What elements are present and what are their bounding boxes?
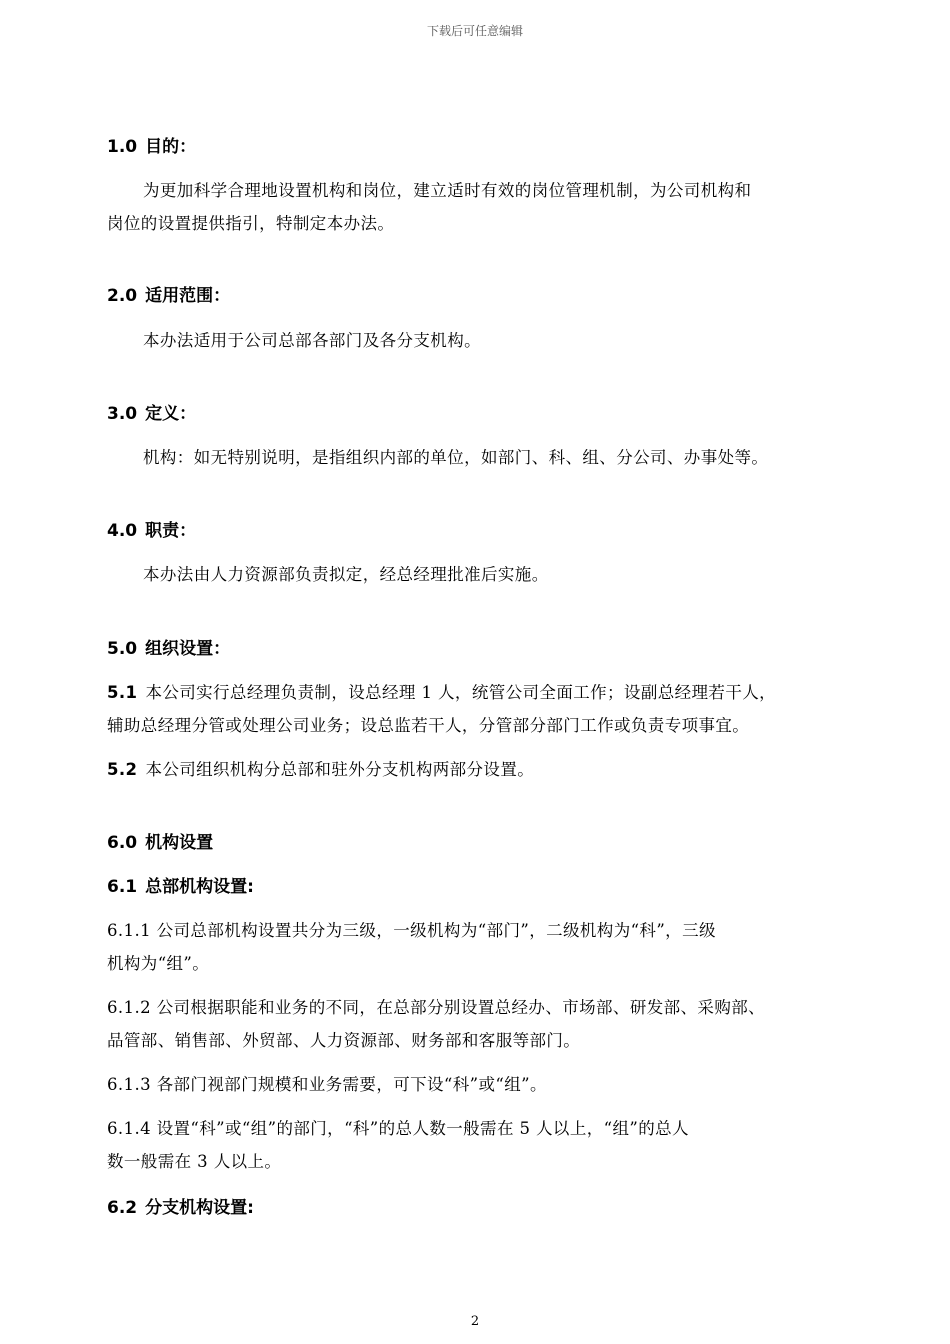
paragraph-line: 本办法由人力资源部负责拟定，经总经理批准后实施。 [143, 565, 549, 584]
paragraph-line: 机构：如无特别说明，是指组织内部的单位，如部门、科、组、分公司、办事处等。 [143, 448, 769, 467]
paragraph-line: 6.1.3 各部门视部门规模和业务需要，可下设“科”或“组”。 [107, 1075, 547, 1094]
section-6-heading [107, 832, 852, 854]
section-number: 5.0 [107, 639, 138, 659]
clause-number: 5.2 [107, 760, 138, 779]
section-number: 6.2 [107, 1198, 138, 1218]
section-number: 6.0 [107, 833, 138, 853]
page-header: 下载后可任意编辑 [426, 24, 523, 38]
section-title: 分支机构设置: [145, 1198, 254, 1218]
section-number: 4.0 [107, 521, 138, 541]
paragraph-line: 本办法适用于公司总部各部门及各分支机构。 [143, 331, 481, 350]
section-number: 6.1 [107, 877, 138, 897]
section-title: 机构设置 [145, 833, 214, 853]
clause-text: 本公司实行总经理负责制，设总经理 1 人，统管公司全面工作；设副总经理若干人， [145, 683, 777, 702]
clause-number: 5.1 [107, 683, 138, 702]
section-number: 3.0 [107, 404, 138, 424]
section-4-heading [107, 520, 852, 542]
page-number: 2 [470, 1314, 480, 1329]
section-number: 1.0 [107, 137, 138, 157]
paragraph-line: 辅助总经理分管或处理公司业务；设总监若干人，分管部分部门工作或负责专项事宜。 [107, 716, 750, 735]
paragraph-line: 品管部、销售部、外贸部、人力资源部、财务部和客服等部门。 [107, 1031, 581, 1050]
section-title: 职责： [145, 521, 197, 541]
section-5-heading [107, 638, 852, 660]
paragraph-line: 岗位的设置提供指引，特制定本办法。 [107, 214, 395, 233]
paragraph-line: 机构为“组”。 [107, 954, 210, 973]
section-title: 定义： [145, 404, 197, 424]
paragraph-line [107, 676, 852, 709]
section-title: 适用范围： [145, 286, 231, 306]
paragraph-line: 为更加科学合理地设置机构和岗位，建立适时有效的岗位管理机制，为公司机构和 [143, 181, 752, 200]
paragraph-line: 6.1.2 公司根据职能和业务的不同，在总部分别设置总经办、市场部、研发部、采购部、 [107, 998, 766, 1017]
section-number: 2.0 [107, 286, 138, 306]
subsection-6-2-heading [107, 1197, 852, 1219]
section-1-heading [107, 136, 852, 158]
paragraph-line [107, 753, 852, 786]
paragraph-line: 数一般需在 3 人以上。 [107, 1152, 282, 1171]
section-3-heading [107, 403, 852, 425]
section-2-heading [107, 285, 852, 307]
paragraph-line: 6.1.4 设置“科”或“组”的部门，“科”的总人数一般需在 5 人以上，“组”的总人 [107, 1119, 689, 1138]
section-title: 总部机构设置: [145, 877, 254, 897]
subsection-6-1-heading [107, 876, 852, 898]
section-title: 目的： [145, 137, 197, 157]
section-title: 组织设置： [145, 639, 231, 659]
clause-text: 本公司组织机构分总部和驻外分支机构两部分设置。 [145, 760, 535, 779]
paragraph-line: 6.1.1 公司总部机构设置共分为三级，一级机构为“部门”，二级机构为“科”，三级 [107, 921, 716, 940]
